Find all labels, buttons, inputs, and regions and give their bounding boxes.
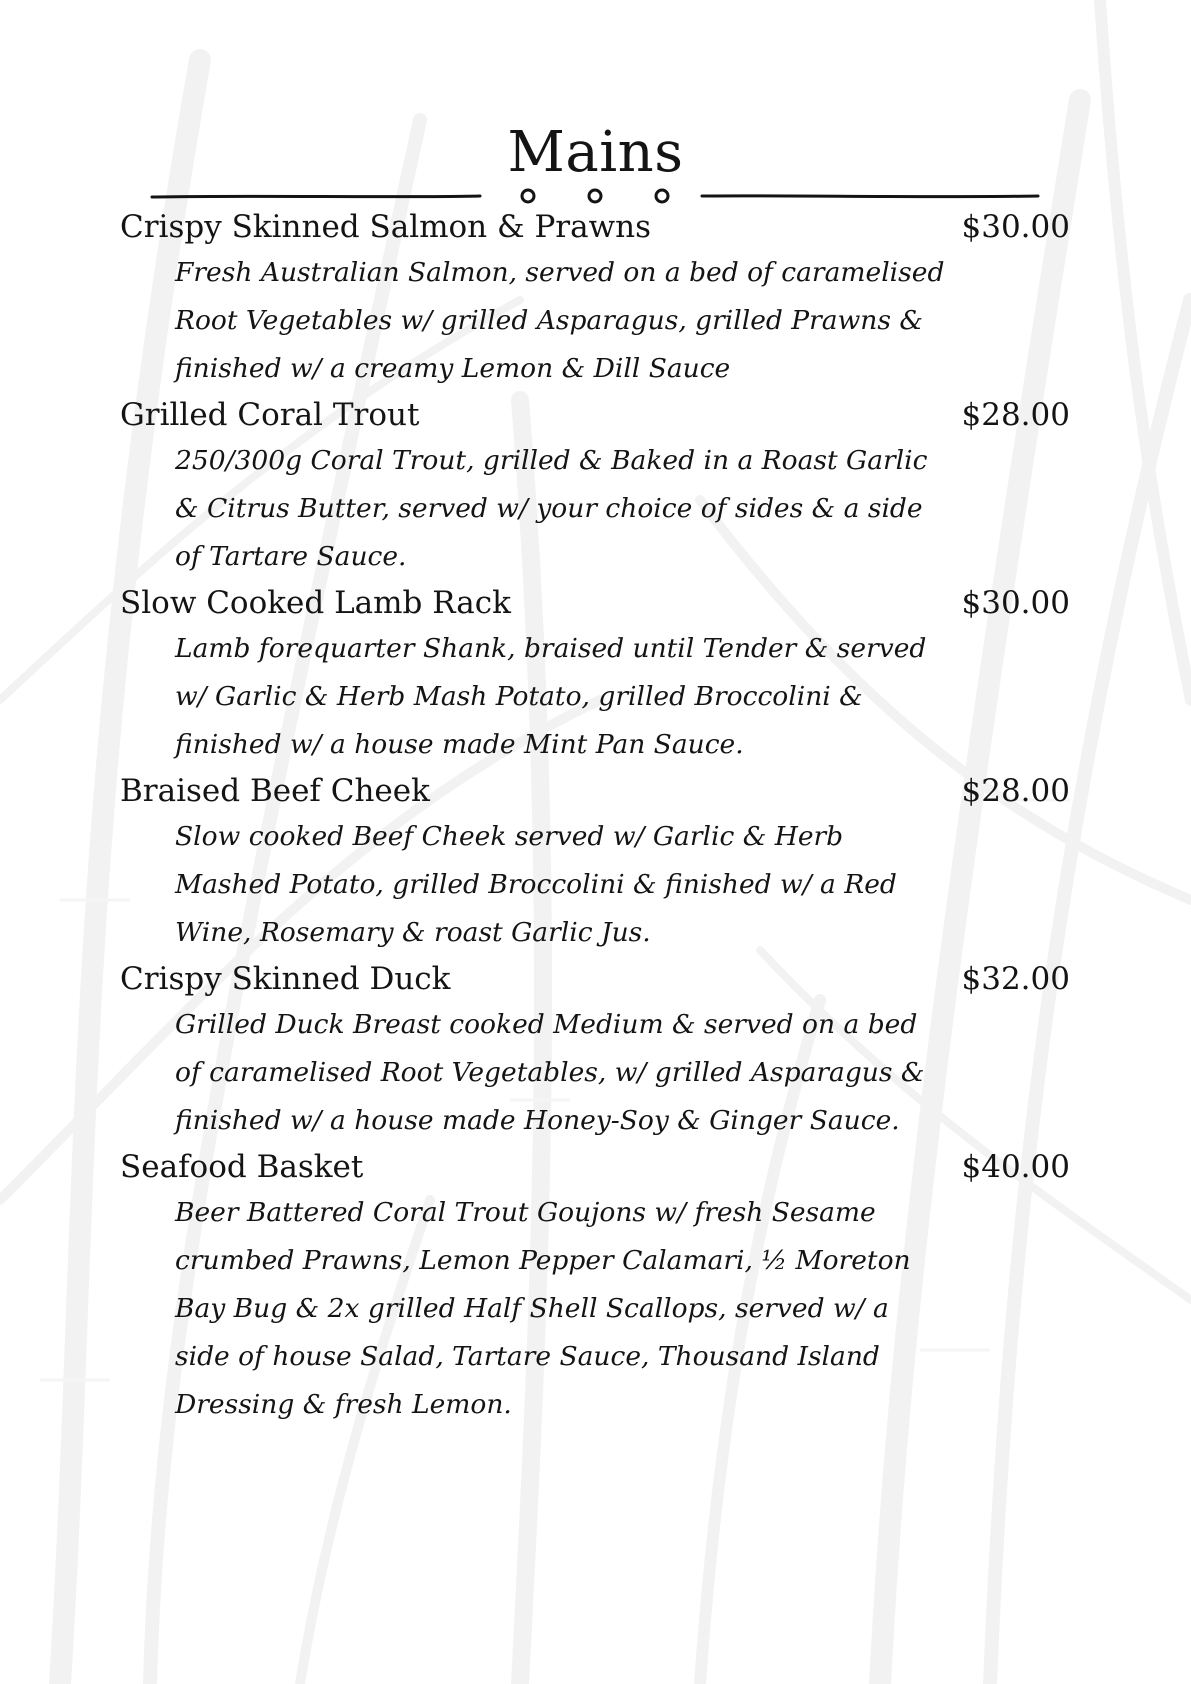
description-line: Dressing & fresh Lemon. [175,1389,512,1420]
description-line: Bay Bug & 2x grilled Half Shell Scallops, served w/ a [175,1293,889,1324]
menu-item-header [120,393,1070,437]
description-line: Fresh Australian Salmon, served on a bed of caramelised [175,257,945,288]
menu-item-price: $28.00 [961,397,1070,433]
page-title: Mains [507,120,684,185]
description-line: Root Vegetables w/ grilled Asparagus, grilled Prawns & [175,305,923,336]
menu-item-header [120,769,1070,813]
menu-item-header [120,957,1070,1001]
menu-item-price: $30.00 [961,209,1070,245]
menu-item-name: Crispy Skinned Salmon & Prawns [120,209,652,245]
description-line: w/ Garlic & Herb Mash Potato, grilled Broccolini & [175,681,863,712]
menu-item-description [120,1189,1070,1429]
menu-item-price: $30.00 [961,585,1070,621]
menu-item-description [120,813,1070,957]
description-line: Beer Battered Coral Trout Goujons w/ fresh Sesame [175,1197,876,1228]
description-line: of Tartare Sauce. [175,541,407,572]
description-line: Lamb forequarter Shank, braised until Tender & served [175,633,927,664]
menu-item-price: $28.00 [961,773,1070,809]
menu-item-price: $40.00 [961,1149,1070,1185]
menu-item-description [120,1001,1070,1145]
description-line: finished w/ a creamy Lemon & Dill Sauce [175,353,731,384]
menu-item [120,393,1070,581]
menu-items [120,205,1070,1429]
description-line: of caramelised Root Vegetables, w/ grilled Asparagus & [175,1057,925,1088]
description-line: 250/300g Coral Trout, grilled & Baked in a Roast Garlic [175,445,928,476]
menu-item-name: Slow Cooked Lamb Rack [120,585,511,621]
description-line: finished w/ a house made Mint Pan Sauce. [175,729,744,760]
menu-item [120,957,1070,1145]
description-line: Wine, Rosemary & roast Garlic Jus. [175,917,651,948]
menu-item-name: Seafood Basket [120,1149,364,1185]
description-line: side of house Salad, Tartare Sauce, Thousand Island [175,1341,880,1372]
divider-dot-icon [656,190,668,202]
menu-item-header [120,205,1070,249]
description-line: finished w/ a house made Honey-Soy & Ginger Sauce. [175,1105,900,1136]
menu-item-description [120,437,1070,581]
menu-item-price: $32.00 [961,961,1070,997]
menu-item-name: Crispy Skinned Duck [120,961,451,997]
menu-item-header [120,1145,1070,1189]
menu-item-header [120,581,1070,625]
description-line: Slow cooked Beef Cheek served w/ Garlic & Herb [175,821,844,852]
menu-item [120,205,1070,393]
description-line: Grilled Duck Breast cooked Medium & served on a bed [175,1009,918,1040]
description-line: crumbed Prawns, Lemon Pepper Calamari, ½ Moreton [175,1245,911,1276]
divider-dot-icon [589,190,601,202]
menu-item-name: Grilled Coral Trout [120,397,420,433]
menu-item-description [120,249,1070,393]
menu-item-description [120,625,1070,769]
menu-item [120,1145,1070,1429]
description-line: Mashed Potato, grilled Broccolini & finished w/ a Red [175,869,897,900]
menu-item [120,769,1070,957]
divider-dot-icon [522,190,534,202]
menu-item [120,581,1070,769]
menu-item-name: Braised Beef Cheek [120,773,430,809]
description-line: & Citrus Butter, served w/ your choice of sides & a side [175,493,923,524]
